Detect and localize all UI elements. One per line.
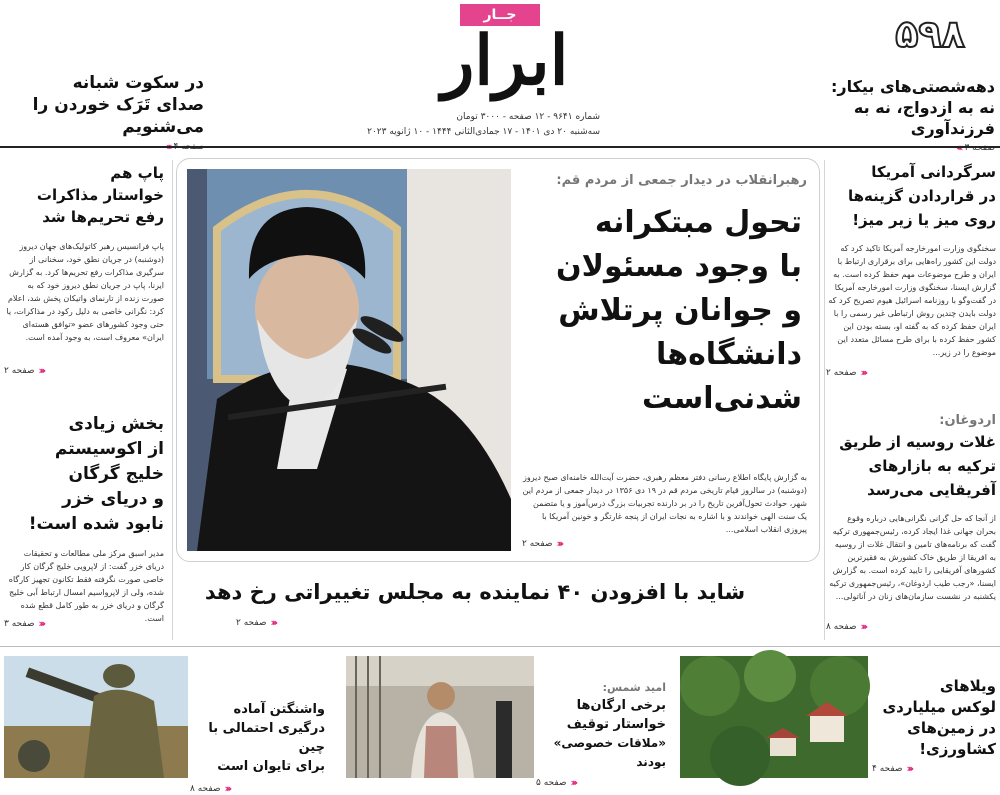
page-ref: ‹‹‹ صفحه ۳ — [4, 617, 44, 630]
masthead-logo — [420, 4, 590, 114]
story-kicker: امید شمس: — [602, 681, 666, 694]
bottom-rule — [0, 646, 1000, 647]
lead-body: به گزارش پایگاه اطلاع رسانی دفتر معظم رهبری، حضرت آیت‌الله خامنه‌ای صبح دیروز (دوشنبه) در سالروز قیام تاریخی مردم قم در ۱۹ دی ۱۳۵۶ در دیدار جمعی از مردم این شهر، حوادث تحول‌آفرین تاریخ را در بر دارنده تجربیات بزرگ درس‌آموز و یا متضمن یک سنت الهی خواندند و با اشاره به نجات ایران از پنجه غارتگر و خونین آمریکا با پیروزی انقلاب اسلامی... — [522, 473, 807, 534]
headline-line: روی میز یا زیر میز! — [852, 211, 996, 229]
teaser-title-1: دهه‌شصتی‌های بیکار: — [830, 77, 995, 96]
right-story-us[interactable] — [826, 160, 996, 379]
lead-headline-line: شدنی‌است — [642, 381, 802, 416]
page-ref: ‹‹‹ صفحه ۲ — [236, 616, 276, 629]
watermark-logo: ۵۹۸ — [895, 12, 965, 56]
lead-headline-line: تحول مبتکرانه — [594, 205, 802, 240]
headline-line: در قراردادن گزینه‌ها — [848, 187, 996, 205]
bottom-photo-villas — [680, 656, 868, 778]
page-ref: ‹‹‹ صفحه ۲ — [522, 537, 562, 550]
headline-line: ویلاهای — [939, 677, 996, 695]
headline-line: واشنگتن آماده — [233, 702, 325, 717]
logo-wordmark: ابرار — [441, 21, 569, 101]
headline-line: خلیج گرگان — [68, 464, 164, 484]
headline-line: رفع تحریم‌ها شد — [42, 208, 164, 226]
headline-line: لوکس میلیاردی — [882, 698, 996, 716]
column-divider — [172, 160, 173, 640]
headline-line: برای تایوان است — [217, 759, 325, 774]
issue-line: شماره ۹۶۴۱ - ۱۲ صفحه - ۳۰۰۰ تومان — [456, 112, 600, 122]
lead-photo — [187, 169, 511, 551]
headline-line: کشاورزی! — [919, 740, 996, 758]
headline-line: برخی ارگان‌ها — [576, 698, 666, 713]
teaser-title-1: در سکوت شبانه — [72, 73, 204, 93]
headline-line: خواستار مذاکرات — [36, 186, 164, 204]
top-left-teaser[interactable] — [4, 72, 204, 153]
bottom-photo-prison — [346, 656, 534, 778]
bottom-photo-soldiers — [4, 656, 188, 778]
left-story-caspian[interactable] — [4, 412, 164, 630]
prison-illustration — [346, 656, 534, 778]
page-ref: ‹‹‹ صفحه ۲ — [826, 366, 866, 379]
headline-line: پاپ هم — [110, 164, 164, 182]
left-story-pope[interactable] — [4, 162, 164, 377]
lead-photo-illustration — [187, 169, 511, 551]
headline-line: و دریای خزر — [62, 489, 164, 509]
lead-headline-line: دانشگاه‌ها — [656, 337, 802, 372]
right-story-erdogan[interactable] — [826, 412, 996, 633]
page-ref: ‹‹‹ صفحه ۸ — [826, 620, 866, 633]
page-ref: ‹‹‹ صفحه ۴ — [872, 762, 912, 775]
villas-illustration — [680, 656, 868, 778]
story-kicker: اردوغان: — [939, 413, 996, 428]
page-ref: ‹‹‹ صفحه ۵ — [536, 776, 576, 789]
headline-line: درگیری احتمالی با چین — [208, 721, 325, 755]
headline-line: غلات روسیه از طریق — [839, 433, 996, 451]
lead-headline-line: با وجود مسئولان — [556, 249, 802, 284]
date-line: سه‌شنبه ۲۰ دی ۱۴۰۱ - ۱۷ جمادی‌الثانی ۱۴۴۴ - ۱۰ ژانویه ۲۰۲۳ — [367, 127, 600, 137]
story-body: مدیر اسبق مرکز ملی مطالعات و تحقیقات دریای خزر گفت: از لاپرویی خلیج گرگان کار خاصی صورت نگرفته فقط تکانون تجهیز کارگاه شده، ولی از لاپرواسیم امسال ارتباط آبی خلیج گرگان و دریای خزر به طور کامل قطع شده است. — [8, 549, 164, 623]
headline-line: در زمین‌های — [907, 719, 996, 737]
headline-line: ترکیه به بازارهای — [868, 457, 996, 475]
lead-headline-line: و جوانان پرتلاش — [558, 293, 802, 328]
story-body: از آنجا که حل گرانی نگرانی‌هایی درباره وقوع بحران جهانی غذا ایجاد کرده، رئیس‌جمهوری ترکیه گفت که برنامه‌های تامین و انتقال غلات از روسیه به افریقا از طریق خاک کشورش به فقیرترین کشورهای آفریقایی را تایید کرده است. به گزارش ایسنا، «رجب طیب اردوغان»، رئیس‌جمهوری ترکیه یکشنبه در نشست سازمان‌های زنان در آناتولی... — [829, 514, 996, 601]
teaser-title-2: صدای تَرَک خوردن را می‌شنویم — [32, 95, 204, 137]
lead-kicker: رهبرانقلاب در دیدار جمعی از مردم قم: — [556, 173, 807, 188]
masthead-rule — [0, 146, 1000, 148]
lead-headline — [522, 201, 802, 421]
column-divider — [824, 160, 825, 640]
headline-line: سرگردانی آمریکا — [871, 163, 996, 181]
headline-line: بخش زیادی — [68, 414, 164, 434]
bottom-story-visit[interactable] — [536, 680, 666, 789]
teaser-title-2: نه به ازدواج، نه به فرزندآوری — [853, 98, 995, 138]
story-body: پاپ فرانسیس رهبر کاتولیک‌های جهان دیروز (دوشنبه) در جریان نطق خود، سخنانی از سرگیری مذاکرات رفع تحریم‌ها کرد. به گزارش ایرنا، پاپ در جریان نطق دیروز خود که به صورت زنده از تارنمای واتیکان پخش شد، اعلام کرد: نگرانی خاصی به دلیل رکود در مذاکرات، یا حتی وجود کشورهای عضو «توافق هسته‌ای ایران» معروف است، به وجود آمده است. — [6, 242, 164, 342]
page-ref: ‹‹‹ صفحه ۲ — [4, 364, 44, 377]
logo-tag: جــار — [460, 4, 540, 26]
lead-story-box[interactable] — [176, 158, 820, 562]
headline-line: آفریقایی می‌رسد — [867, 481, 996, 499]
bottom-story-villas[interactable] — [872, 676, 996, 775]
banner-headline[interactable]: شاید با افزودن ۴۰ نماینده به مجلس تغییراتی رخ دهد — [204, 580, 746, 604]
story-body: سخنگوی وزارت امورخارجه آمریکا تاکید کرد که دولت این کشور راه‌هایی برای برقراری ارتباط با ایران و طرح موضوعات مهم حفظ کرده است. به گزارش ایسنا، سخنگوی وزارت امورخارجه آمریکا در گفت‌وگو با روزنامه اسرائیل هیوم تصریح کرد که دولت بایدن چندین روش ارتباطی غیر رسمی را با ایران حفظ کرده که به گفته او، بسته بودن این کشور حفظ کرده با برای طرح مسائل متعدد این موضوع را در زیر... — [828, 244, 996, 357]
soldiers-illustration — [4, 656, 188, 778]
top-right-teaser[interactable] — [790, 76, 995, 154]
headline-line: نابود شده است! — [28, 514, 164, 534]
headline-line: «ملاقات خصوصی» بودند — [553, 736, 666, 769]
bottom-story-taiwan[interactable] — [190, 700, 325, 795]
headline-line: از اکوسیستم — [54, 439, 164, 459]
headline-line: خواستار توقیف — [566, 717, 666, 732]
page-ref: ‹‹‹ صفحه ۸ — [190, 782, 230, 795]
